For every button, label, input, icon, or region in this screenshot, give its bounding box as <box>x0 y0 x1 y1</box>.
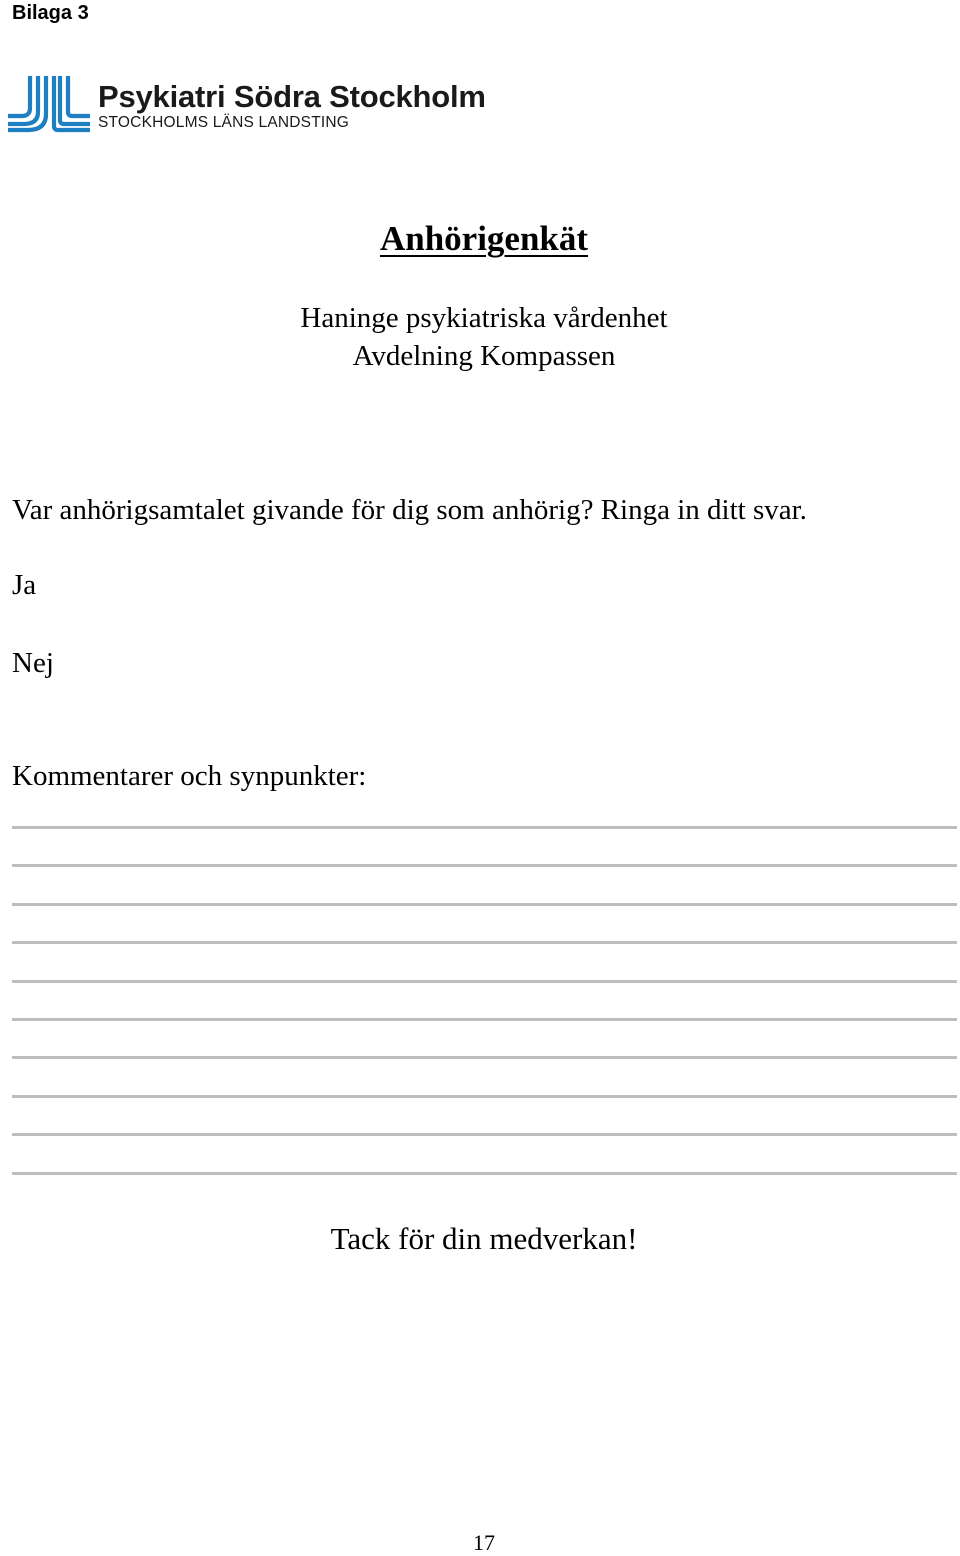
form-title: Anhörigenkät <box>379 219 589 258</box>
ward-name: Avdelning Kompassen <box>352 340 616 372</box>
logo-title: Psykiatri Södra Stockholm <box>98 79 486 114</box>
care-unit: Haninge psykiatriska vårdenhet <box>300 302 668 334</box>
sll-logo-icon <box>8 74 92 134</box>
logo-subtitle: STOCKHOLMS LÄNS LANDSTING <box>98 114 350 131</box>
page-number: 17 <box>473 1530 495 1555</box>
comment-line[interactable] <box>12 1172 957 1175</box>
comment-line[interactable] <box>12 941 957 944</box>
comment-line[interactable] <box>12 1018 957 1021</box>
comment-line[interactable] <box>12 1133 957 1136</box>
comment-line[interactable] <box>12 864 957 867</box>
organization-logo <box>8 74 568 134</box>
comment-line[interactable] <box>12 1056 957 1059</box>
comments-label: Kommentarer och synpunkter: <box>12 760 367 792</box>
answer-option-no[interactable]: Nej <box>12 647 54 679</box>
answer-option-yes[interactable]: Ja <box>12 569 37 601</box>
appendix-label: Bilaga 3 <box>12 2 89 24</box>
comment-line[interactable] <box>12 1095 957 1098</box>
comment-lines[interactable] <box>12 826 957 1210</box>
survey-question: Var anhörigsamtalet givande för dig som anhörig? Ringa in ditt svar. <box>12 494 807 526</box>
comment-line[interactable] <box>12 903 957 906</box>
comment-line[interactable] <box>12 980 957 983</box>
comment-line[interactable] <box>12 826 957 829</box>
thank-you-text: Tack för din medverkan! <box>330 1221 638 1256</box>
